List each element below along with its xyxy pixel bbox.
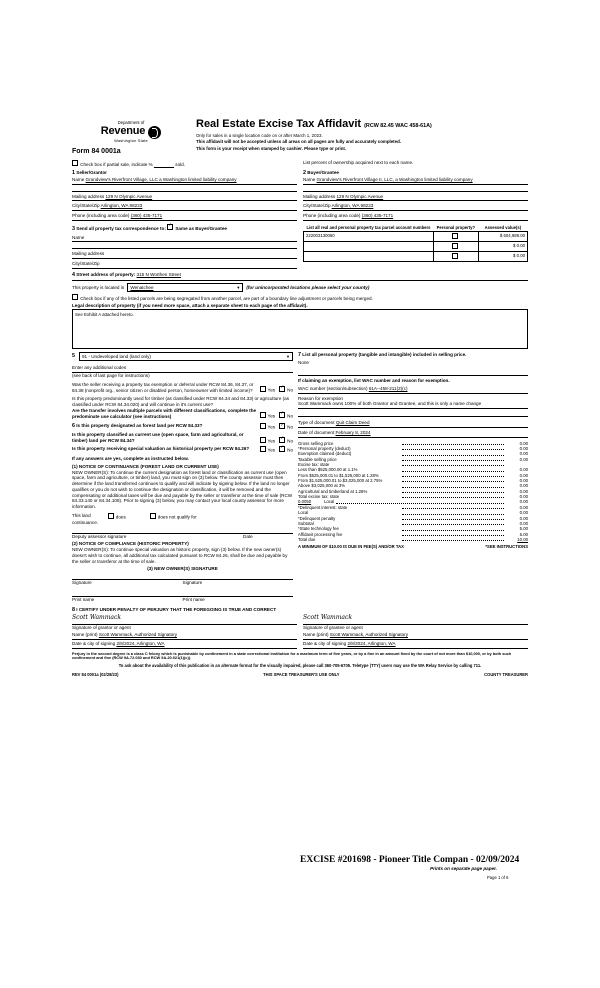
section-2-number: 2 (303, 170, 306, 177)
does-qualify-checkbox[interactable] (108, 513, 114, 519)
form-footer (72, 672, 528, 677)
seller-phone-value[interactable]: (360) 435-7171 (130, 213, 163, 219)
classified-no-label: No (287, 413, 293, 419)
classified-yes-label: Yes (267, 413, 276, 419)
tax-line-label-3: Taxable selling price (298, 456, 337, 462)
personal-col-header: Personal property? (436, 224, 476, 230)
county-select[interactable] (127, 283, 243, 293)
tax-line-value-16[interactable]: 5.00 (519, 526, 528, 532)
assessed-value-2[interactable]: $ 0.00 (478, 251, 527, 261)
land-use-code-value: 91 - Undeveloped land (land only) (82, 353, 151, 359)
new-owner-signature-label-1: Signature (72, 580, 92, 586)
tax-line-label-15: Subtotal (298, 520, 314, 526)
tax-line-value-18[interactable]: 10.00 (517, 536, 528, 542)
current-use-yes-checkbox[interactable] (260, 437, 266, 443)
forest-no-label: No (287, 424, 293, 430)
current-use-no-checkbox[interactable] (279, 437, 285, 443)
land-use-code-select[interactable] (79, 352, 293, 362)
classified-no-checkbox[interactable] (279, 412, 285, 418)
parcel-col-header: List all real and personal property tax parcel account numbers (306, 224, 431, 230)
buyer-mailing-label: Mailing address (303, 193, 336, 199)
historic-no-checkbox[interactable] (279, 446, 285, 452)
section-3-correspondence (72, 224, 303, 269)
parcel-table-block (303, 224, 528, 269)
see-instructions-note: *SEE INSTRUCTIONS (485, 544, 528, 550)
reason-label: Reason for exemption (298, 395, 343, 401)
buyer-city-value[interactable]: Arlington, WA 98223 (331, 203, 374, 209)
rev-number: REV 84 0001a (02/28/23) (72, 672, 119, 678)
chevron-down-icon: ▼ (286, 353, 290, 359)
personal-property-value[interactable]: None (298, 360, 309, 366)
tax-line-value-17[interactable]: 5.00 (519, 531, 528, 537)
tax-line-label-12: *Delinquent interest: state (298, 504, 348, 510)
section-6-continuance (72, 423, 293, 602)
buyer-name-value[interactable]: Grandview's Riverfront Village II, LLC, a Washington limited liability company (316, 177, 473, 182)
tax-line-value-8[interactable]: 0.00 (519, 483, 528, 489)
excise-stamp: EXCISE #201698 - Pioneer Title Compan - 02/09/2024 (300, 855, 520, 865)
does-label: does (115, 514, 126, 520)
minimum-due-note: A MINIMUM OF $10.00 IS DUE IN FEE(S) AND/OR TAX (298, 544, 404, 550)
tax-line-label-6: From $525,000.01 to $1,525,000 at 1.28% (298, 472, 379, 478)
current-use-question: Is this property classified as current use (open space, farm and agricultural, or timber) land per RCW 84.34? (72, 432, 244, 444)
grantee-signature[interactable]: Scott Wammack (303, 614, 352, 622)
tax-line-label-2: Exemption claimed (deduct) (298, 451, 352, 457)
grantor-signature[interactable]: Scott Wammack (72, 614, 121, 622)
exempt-no-checkbox[interactable] (279, 386, 285, 392)
section-7-label: List all personal property (tangible and intangible) included in selling price. (302, 351, 467, 357)
section-5-number: 5 (72, 353, 75, 360)
tax-line-value-13[interactable]: 0.00 (519, 510, 528, 516)
section-1-number: 1 (72, 170, 75, 177)
section-4-label: Street address of property: (76, 271, 136, 277)
tax-line-label-11: Local (324, 499, 335, 505)
county-value: Wenatchee (130, 284, 154, 290)
assessed-value-1[interactable]: $ 0.00 (478, 242, 527, 252)
same-as-buyer-checkbox[interactable] (167, 224, 173, 230)
agency-block (72, 118, 190, 157)
tax-line-label-9: Agricultural and timberland at 1.28% (298, 488, 368, 494)
continuance-label: continuance. (72, 520, 99, 526)
parcel-number-2[interactable] (304, 251, 434, 261)
corr-city-label: City/State/Zip (72, 261, 100, 267)
parcel-number-0[interactable]: 222003130060 (304, 232, 434, 242)
tax-line-label-16: *State technology fee (298, 526, 339, 532)
historic-question: Is this property receiving special valuation as historical property per RCW 84.26? (72, 445, 250, 451)
partial-sale-checkbox[interactable] (72, 160, 78, 166)
forest-yes-checkbox[interactable] (260, 423, 266, 429)
tax-line-value-7[interactable]: 0.00 (519, 478, 528, 484)
county-hint: (for unincorporated locations please select your county) (246, 284, 370, 290)
historic-yes-label: Yes (267, 447, 276, 453)
classified-yes-checkbox[interactable] (260, 412, 266, 418)
personal-flag-1[interactable] (433, 242, 478, 252)
historic-no-label: No (287, 447, 293, 453)
section-3-label: Send all property tax correspondence to: (76, 225, 166, 231)
table-row (304, 232, 528, 242)
deputy-assessor-date-label: Date (243, 533, 253, 539)
ada-note: To ask about the availability of this publication in an alternate format for the visually impaired, please call 360-705-6705. Teletype (TTY) users may use the WA Relay Service by calling 711. (118, 663, 482, 669)
section-1-seller (72, 170, 303, 221)
tax-line-label-14: *Delinquent penalty (298, 515, 336, 521)
page-title: Real Estate Excise Tax Affidavit (RCW 82.45 WAC 458-61A) (196, 118, 432, 130)
department-label: Department of (117, 120, 145, 125)
document-date-value[interactable]: February 8, 2024 (335, 429, 371, 435)
deputy-assessor-signature-label: Deputy assessor signature (72, 533, 127, 539)
exempt-no-label: No (287, 387, 293, 393)
historic-yes-checkbox[interactable] (260, 446, 266, 452)
section-8-number: 8 (72, 606, 75, 613)
wac-number-value[interactable]: 61A--458-211(2)(c) (368, 385, 408, 391)
buyer-phone-label: Phone (including area code) (303, 213, 361, 219)
tax-line-label-17: Affidavit processing fee (298, 531, 343, 537)
partial-sold-label: sold. (175, 161, 185, 167)
assessed-col-header: Assessed value(s) (484, 224, 522, 230)
classified-question: Is this property predominantly used for timber (as classified under RCW 84.34 and 84.33) or agriculture (as classified under RCW 84.34.020) and will continue in it's current use? (72, 396, 290, 408)
section-2-label: Buyer/Grantee (307, 170, 339, 176)
street-address-value[interactable]: 315 N Worthen Street (136, 271, 181, 277)
section-4-number: 4 (72, 271, 75, 278)
seller-name-label: Name (72, 177, 85, 182)
revenue-logo-icon (148, 126, 161, 139)
grantor-signature-label: Signature of grantor or agent (72, 625, 131, 631)
page-number: Page 1 of 6 (487, 875, 509, 880)
grantor-name-label: Name (print) (72, 632, 98, 638)
affidavit-form (72, 118, 528, 838)
section-2-buyer (303, 170, 528, 221)
parcel-number-1[interactable] (304, 242, 434, 252)
parcel-table (303, 224, 528, 262)
tax-line-value-5[interactable]: 0.00 (519, 467, 528, 473)
title-rcw: (RCW 82.45 WAC 458-61A) (364, 123, 432, 129)
new-owner-signature-title: (3) NEW OWNER(S) SIGNATURE (147, 566, 218, 572)
document-type-value[interactable]: Quit Claim Deed (335, 420, 370, 426)
does-not-qualify-checkbox[interactable] (150, 513, 156, 519)
local-rate-value[interactable]: 0.0050 (298, 499, 312, 505)
legal-description-label: Legal description of property (if you need more space, attach a separate sheet to each page of the affidavit). (72, 302, 308, 308)
notice-compliance-title: (2) NOTICE OF COMPLIANCE (HISTORIC PROPERTY) (72, 541, 189, 547)
wac-number-label: WAC number (section/subsection) (298, 385, 368, 391)
header-note-2: This affidavit will not be accepted unless all areas on all pages are fully and accurately completed. (196, 139, 401, 145)
tax-line-label-10: Total excise tax: state (298, 494, 340, 500)
tax-line-value-10[interactable]: 0.00 (519, 494, 528, 500)
exempt-yes-checkbox[interactable] (260, 386, 266, 392)
form-header (72, 118, 528, 157)
table-row (304, 242, 528, 252)
forest-yes-label: Yes (267, 424, 276, 430)
grantee-name-label: Name (print) (303, 632, 329, 638)
tax-line-value-14[interactable]: 0.00 (519, 515, 528, 521)
tax-line-value-15[interactable]: 0.00 (519, 520, 528, 526)
section-3-number: 3 (72, 225, 75, 232)
located-in-label: This property is located in (72, 284, 125, 290)
tax-line-label-1: *Personal property (deduct) (298, 445, 351, 451)
document-type-label: Type of document (298, 420, 335, 426)
does-not-label: does not qualify for (157, 514, 197, 520)
same-as-buyer-label: Same as Buyer/Grantee (175, 225, 227, 231)
tax-line-value-11[interactable]: 0.00 (519, 499, 528, 505)
section-8-certification (72, 607, 528, 669)
section-1-label: Seller/Grantor (76, 170, 107, 176)
print-note: Prints on separate page paper. (430, 866, 497, 871)
perjury-note: Perjury in the second degree is a class C felony which is punishable by confinement in a state correctional institution for a maximum term of five years, or by a fine in an amount fixed by the court of not more than $10,000, or by both such confinement and fine (RCW 9A.72.030 and RCW 9A.20.021(1)(c)). (72, 650, 512, 661)
washington-state-label: Washington State (114, 138, 148, 143)
grantor-date-value[interactable]: 2/8/2024, Arlington, WA (116, 640, 165, 646)
document-date-label: Date of document (298, 429, 335, 435)
section-4-property (72, 272, 528, 349)
see-back-label: (see back of last page for instructions) (72, 373, 150, 379)
deputy-assessor-signature-field[interactable] (72, 526, 293, 534)
tax-line-value-9[interactable]: 0.00 (519, 488, 528, 494)
seller-mailing-label: Mailing address (72, 193, 105, 199)
if-any-answers-note: If any answers are yes, complete as instructed below. (72, 456, 189, 462)
segregated-checkbox[interactable] (72, 294, 78, 300)
seller-name-value[interactable]: Grandview's Riverfront Village, LLC a Washington limited liability company (85, 177, 237, 182)
tax-line-label-7: From $1,525,000.01 to $3,025,000 at 2.75% (298, 478, 383, 484)
partial-sale-label: Check box if partial sale, indicate % (80, 161, 153, 167)
section-7-number: 7 (298, 351, 301, 358)
tax-line-label-4: Excise tax: state (298, 461, 330, 467)
exempt-yes-label: Yes (267, 387, 276, 393)
section-5-use-code (72, 352, 298, 603)
buyer-phone-value[interactable]: (360) 435-7171 (361, 213, 394, 219)
reason-value[interactable]: Scott Wammack owns 100% of both Grantor and Grantee, and this is only a name change (298, 401, 528, 409)
exemption-claim-note: If claiming an exemption, list WAC number and reason for exemption. (298, 378, 450, 384)
tax-line-label-18: Total due (298, 536, 316, 542)
grantor-date-label: Date & city of signing (72, 640, 116, 646)
new-owner-printname-label-1: Print name (72, 596, 95, 602)
assessed-value-0[interactable]: $ 604,989.00 (478, 232, 527, 242)
form-number: Form 84 0001a (72, 147, 121, 155)
tax-line-label-13: Local (298, 510, 309, 516)
tax-line-value-2[interactable]: 0.00 (519, 451, 528, 457)
grantee-date-value[interactable]: 2/8/2024, Arlington, WA (347, 640, 396, 646)
grantee-signature-label: Signature of grantee or agent (303, 625, 363, 631)
tax-line-label-0: Gross selling price (298, 440, 334, 446)
section-7-personal-property (298, 352, 528, 603)
legal-description-box[interactable] (72, 309, 528, 349)
legal-description-value: See Exhibit A attached hereto. (75, 311, 134, 317)
notice-continuance-body: NEW OWNER(S): To continue the current designation as forest land or classification as current use (open space, farm and agriculture, or timber) land, you must sign on (3) below. The county assessor must then determine if the land transferred continues to qualify and will indicate by signing below. If the land no longer qualifies or you do not wish to continue the designation or classification, it will be removed and the compensating or additional taxes will be due and payable by the seller or transferor at the time of sale (RCW 84.33.140 or 84.34.108). Prior to signing (3) below, you may contact your local county assessor for more information. (72, 469, 293, 510)
forest-no-checkbox[interactable] (279, 423, 285, 429)
tax-line-value-6[interactable]: 0.00 (519, 472, 528, 478)
personal-flag-2[interactable] (433, 251, 478, 261)
certification-title: I CERTIFY UNDER PENALTY OF PERJURY THAT THE FOREGOING IS TRUE AND CORRECT (76, 606, 277, 612)
county-treasurer-label: COUNTY TREASURER (484, 672, 528, 678)
current-use-yes-label: Yes (267, 438, 276, 444)
header-note-1: Only for sales in a single location code on or after March 1, 2023. (196, 132, 323, 138)
seller-city-value[interactable]: Arlington, WA 98223 (100, 203, 143, 209)
buyer-city-label: City/State/Zip (303, 203, 331, 209)
seller-city-label: City/State/Zip (72, 203, 100, 209)
tax-line-value-3[interactable]: 0.00 (519, 456, 528, 462)
new-owner-printname-label-2: Print name (182, 596, 205, 602)
treasurer-use-label: THIS SPACE TREASURER'S USE ONLY (263, 672, 340, 678)
forest-question: Is this property designated as forest land per RCW 84.33? (76, 423, 203, 429)
buyer-mailing-value[interactable]: 129 N Olympic Avenue (336, 193, 384, 199)
notice-continuance-title: (1) NOTICE OF CONTINUANCE (FOREST LAND OR CURRENT USE) (72, 463, 219, 469)
tax-line-value-1[interactable]: 0.00 (519, 445, 528, 451)
segregated-label: Check box if any of the listed parcels are being segregated from another parcel, are part of a boundary line adjustment or parcels being merged. (80, 296, 373, 302)
section-6-number: 6 (72, 423, 75, 430)
tax-line-value-0[interactable]: 0.00 (519, 440, 528, 446)
current-use-no-label: No (287, 438, 293, 444)
chevron-down-icon: ▼ (236, 284, 241, 290)
tax-line-value-12[interactable]: 0.00 (519, 504, 528, 510)
exemption-question: Was the seller receiving a property tax exemption or deferral under RCW 84.36, 84.37, or 84.38 (nonprofit org., senior citizen or disabled person, homeowner with limited income)? (72, 381, 254, 393)
notice-compliance-body: NEW OWNER(S): To continue special valuation as historic property, sign (3) below. If the new owner(s) doesn't wish to continue, all additional tax calculated pursuant to RCW 84.26, shall be due and payable by the seller or transferor at the time of sale. (72, 547, 288, 564)
grantor-name-value[interactable]: Scott Wammack, Authorized Signatory (98, 632, 178, 638)
personal-flag-0[interactable] (433, 232, 478, 242)
grantee-date-label: Date & city of signing (303, 640, 347, 646)
revenue-wordmark: Revenue (100, 125, 146, 138)
seller-phone-label: Phone (including area code) (72, 213, 130, 219)
additional-codes-label: Enter any additional codes (72, 365, 293, 373)
buyer-name-label: Name (303, 177, 316, 182)
tax-calculation-lines (298, 441, 528, 543)
title-block (190, 118, 528, 152)
new-owner-signature-label-2: Signature (182, 580, 203, 586)
this-land-label: This land (72, 512, 91, 518)
corr-name-label: Name (72, 234, 85, 240)
table-row (304, 251, 528, 261)
tax-line-label-5: Less than $525,000.00 at 1.1% (298, 467, 358, 473)
tax-line-label-8: Above $3,025,000 at 3% (298, 483, 346, 489)
corr-mailing-label: Mailing address (72, 251, 105, 257)
header-note-3: This form is your receipt when stamped by cashier. Please type or print. (196, 146, 347, 152)
transfer-question: Are the transfer involves multiple parcels with different classifications, complete the predominate use calculator (see instructions) (72, 407, 257, 419)
ownership-note: List percent of ownership acquired next to each name. (303, 159, 414, 165)
seller-mailing-value[interactable]: 129 N Olympic Avenue (105, 193, 153, 199)
grantee-name-value[interactable]: Scott Wammack, Authorized Signatory (329, 632, 409, 638)
